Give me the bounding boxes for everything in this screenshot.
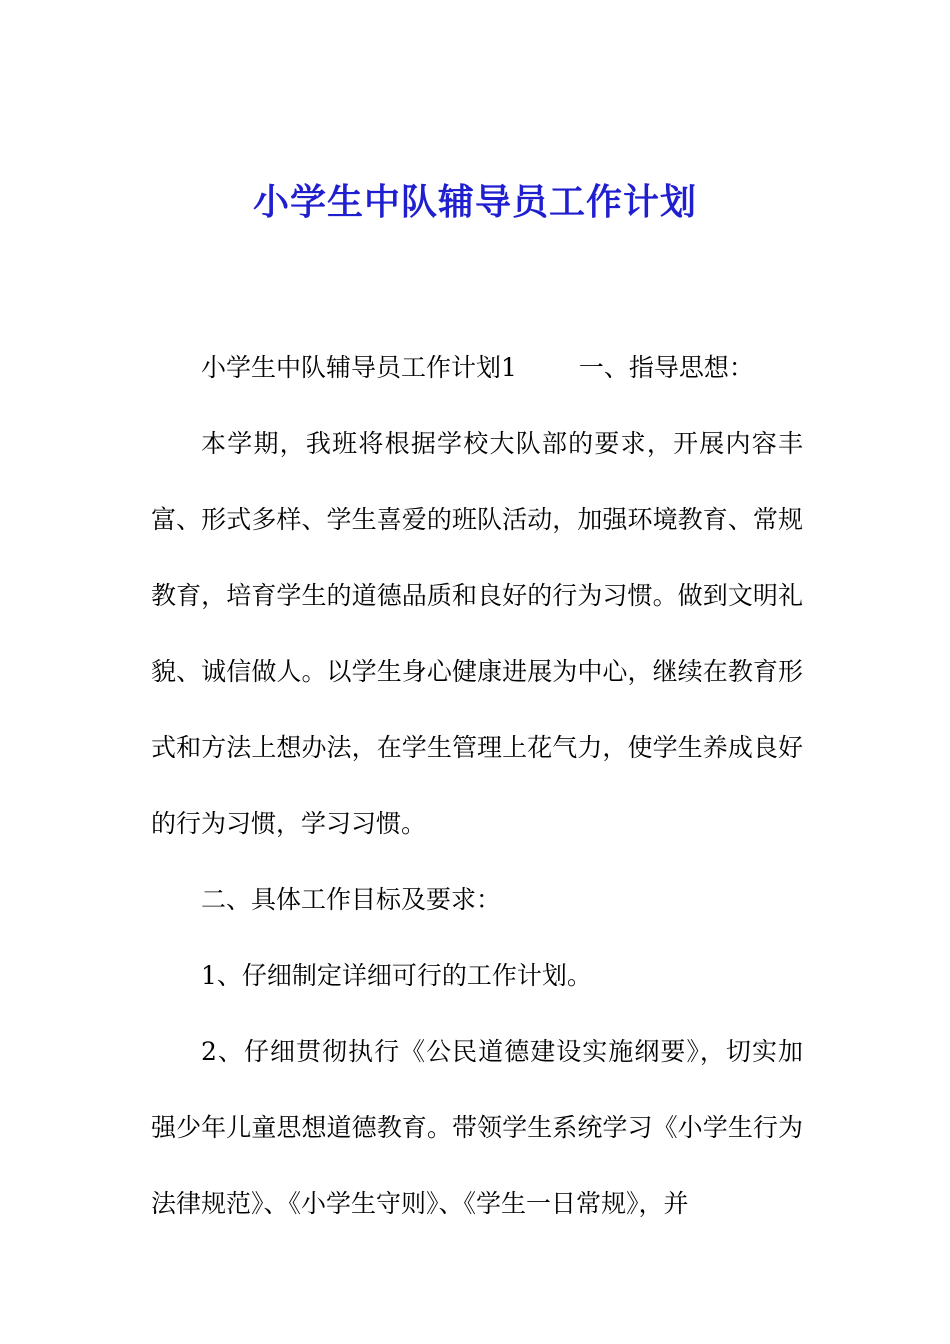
paragraph-heading	[151, 330, 803, 406]
section-heading: 一、指导思想：	[578, 353, 754, 382]
paragraph-item-2: 2、仔细贯彻执行《公民道德建设实施纲要》，切实加强少年儿童思想道德教育。带领学生系统学习《小学生行为法律规范》、《小学生守则》、《学生一日常规》，并	[151, 1037, 803, 1218]
document-title: 小学生中队辅导员工作计划	[252, 181, 697, 223]
paragraph-section-two-heading: 二、具体工作目标及要求：	[201, 885, 502, 914]
paragraph-item-1: 1、仔细制定详细可行的工作计划。	[201, 961, 592, 990]
plan-heading: 小学生中队辅导员工作计划1	[201, 353, 517, 382]
paragraph-guiding-idea: 本学期，我班将根据学校大队部的要求，开展内容丰富、形式多样、学生喜爱的班队活动，加强环境教育、常规教育，培育学生的道德品质和良好的行为习惯。做到文明礼貌、诚信做人。以学生身心健康进展为中心，继续在教育形式和方法上想办法，在学生管理上花气力，使学生养成良好的行为习惯，学习习惯。	[151, 429, 803, 838]
document-body	[151, 330, 803, 1242]
